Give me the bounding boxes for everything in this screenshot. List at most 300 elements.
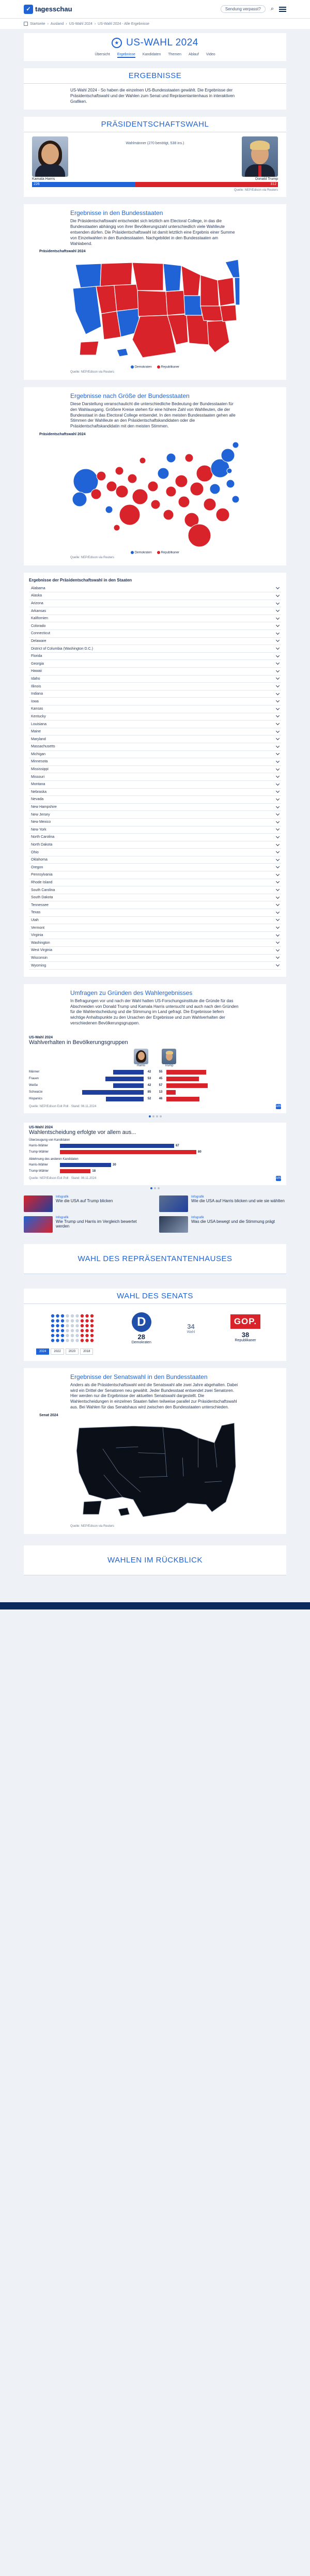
state-name: Maryland xyxy=(31,737,46,741)
state-bubble xyxy=(188,524,211,547)
state-bubble xyxy=(148,481,158,492)
state-shape-il xyxy=(184,296,202,316)
state-name: Tennessee xyxy=(31,903,49,907)
state-row[interactable] xyxy=(29,683,281,691)
senate-map-heading: Ergebnisse der Senatswahl in den Bundesstaaten xyxy=(70,1373,208,1381)
state-row[interactable] xyxy=(29,615,281,623)
seat-dot xyxy=(75,1339,79,1342)
seat-dot xyxy=(85,1329,88,1332)
state-name: Utah xyxy=(31,918,39,922)
trump-thumb xyxy=(162,1049,176,1064)
cartogram-heading: Ergebnisse nach Größe der Bundesstaaten xyxy=(70,392,190,400)
state-name: New Mexico xyxy=(31,820,51,824)
state-row[interactable] xyxy=(29,856,281,864)
teaser-item[interactable] xyxy=(159,1216,286,1233)
chevron-down-icon xyxy=(276,827,280,831)
state-name: Illinois xyxy=(31,684,41,688)
state-name: Minnesota xyxy=(31,760,48,764)
seat-dot xyxy=(61,1339,64,1342)
cartogram-source: Quelle: NEP/Edison via Reuters xyxy=(70,556,115,559)
state-name: Connecticut xyxy=(31,632,50,636)
home-icon[interactable] xyxy=(24,22,28,26)
chevron-down-icon xyxy=(276,737,280,740)
chevron-down-icon xyxy=(276,774,280,778)
state-bubble xyxy=(221,449,235,462)
survey-portraits xyxy=(29,1049,281,1067)
chevron-down-icon xyxy=(276,963,280,967)
state-bubble xyxy=(166,486,176,497)
senate-dem: D 28 Demokraten xyxy=(132,1312,151,1344)
senate-rep: GOP. 38 Republikaner xyxy=(230,1314,260,1342)
seat-dot xyxy=(66,1334,69,1337)
trump-value: 55 xyxy=(159,1070,163,1074)
seat-dot xyxy=(61,1329,64,1332)
survey-group-label: Überzeugung von Kandidaten xyxy=(29,1138,70,1142)
harris-bar xyxy=(105,1077,144,1081)
state-row[interactable] xyxy=(29,592,281,600)
state-row[interactable] xyxy=(29,638,281,646)
state-row[interactable] xyxy=(29,834,281,841)
state-name: Vermont xyxy=(31,926,45,930)
state-row[interactable] xyxy=(29,811,281,819)
state-name: Kansas xyxy=(31,707,43,711)
state-row[interactable] xyxy=(29,743,281,751)
chip-2020[interactable]: 2020 xyxy=(66,1348,79,1355)
state-bubble xyxy=(216,508,229,522)
seat-dot xyxy=(81,1324,84,1327)
seat-dot xyxy=(75,1319,79,1322)
state-shape-in-oh xyxy=(200,275,219,306)
state-name: Texas xyxy=(31,911,41,915)
state-row[interactable] xyxy=(29,962,281,970)
tab-kandidaten[interactable]: Kandidaten xyxy=(142,53,161,56)
state-row[interactable] xyxy=(29,585,281,593)
sendung-verpasst-button[interactable]: Sendung verpasst? xyxy=(221,5,266,13)
teaser-image xyxy=(159,1216,188,1233)
seat-dot xyxy=(90,1329,94,1332)
seat-dot xyxy=(56,1319,59,1322)
motivation-label: Trump-Wähler xyxy=(29,1150,49,1154)
teaser-image xyxy=(24,1195,53,1212)
state-name: Michigan xyxy=(31,752,46,756)
seat-dot xyxy=(90,1319,94,1322)
breadcrumb-item[interactable]: Ausland xyxy=(50,22,64,26)
chevron-down-icon xyxy=(276,744,280,748)
harris-thumb xyxy=(134,1049,148,1064)
president-source: Quelle: NEP/Edison via Reuters xyxy=(234,189,278,192)
state-row[interactable] xyxy=(29,841,281,849)
survey-kicker: US-Wahl 2024 xyxy=(29,1035,53,1039)
state-row[interactable] xyxy=(29,622,281,630)
state-row[interactable] xyxy=(29,871,281,879)
teaser-kicker: Infografik xyxy=(191,1195,204,1199)
chevron-down-icon xyxy=(276,835,280,838)
senate-seat-chart xyxy=(50,1313,96,1344)
senate-heading: WAHL DES SENATS xyxy=(24,1289,286,1304)
state-row[interactable] xyxy=(29,939,281,947)
state-row[interactable] xyxy=(29,804,281,811)
cartogram-legend: Demokraten Republikaner xyxy=(70,551,240,555)
motivation-rows-1 xyxy=(29,1143,281,1155)
state-name: Rhode Island xyxy=(31,880,53,884)
chevron-down-icon xyxy=(276,812,280,816)
seat-dot xyxy=(61,1334,64,1337)
state-name: Pennsylvania xyxy=(31,873,53,877)
trump-bar xyxy=(166,1070,206,1075)
president-heading: PRÄSIDENTSCHAFTSWAHL xyxy=(24,117,286,132)
senate-open: 34 Wahl xyxy=(187,1322,195,1334)
state-list-section xyxy=(24,573,286,977)
state-row[interactable] xyxy=(29,894,281,902)
carousel-dots[interactable] xyxy=(0,1187,310,1189)
state-bubble xyxy=(151,500,160,509)
chevron-down-icon xyxy=(276,917,280,921)
state-name: Nebraska xyxy=(31,790,47,794)
state-shape-ny-ne xyxy=(225,259,240,278)
breadcrumb-item[interactable]: Startseite xyxy=(30,22,45,26)
state-row[interactable] xyxy=(29,728,281,736)
state-shape-ne-ks xyxy=(137,290,167,316)
chevron-down-icon xyxy=(276,699,280,702)
ard-icon: ARD xyxy=(276,1105,283,1108)
seat-dot xyxy=(51,1339,54,1342)
state-bubble xyxy=(91,489,101,499)
trump-name: Donald Trump xyxy=(255,177,278,181)
seat-dot xyxy=(81,1339,84,1342)
state-bubble xyxy=(178,496,190,508)
seat-dot xyxy=(51,1314,54,1317)
seat-dot xyxy=(56,1334,59,1337)
gop-logo-icon: GOP. xyxy=(230,1314,260,1329)
motivation-row xyxy=(29,1169,281,1174)
state-row[interactable] xyxy=(29,826,281,834)
chevron-down-icon xyxy=(276,857,280,861)
chevron-down-icon xyxy=(276,616,280,620)
motivation-bar xyxy=(60,1144,174,1148)
state-row[interactable] xyxy=(29,917,281,925)
state-row[interactable] xyxy=(29,932,281,940)
teaser-item[interactable] xyxy=(24,1216,151,1233)
seat-dot xyxy=(61,1324,64,1327)
state-name: Arizona xyxy=(31,602,43,605)
motivation-value: 80 xyxy=(198,1150,202,1154)
seat-dot xyxy=(71,1319,74,1322)
chevron-down-icon xyxy=(276,789,280,793)
seat-dot xyxy=(71,1314,74,1317)
chevron-down-icon xyxy=(276,631,280,635)
seat-dot xyxy=(90,1339,94,1342)
seat-dot xyxy=(71,1334,74,1337)
results-heading: ERGEBNISSE xyxy=(24,68,286,84)
seat-dot xyxy=(81,1334,84,1337)
house-heading: WAHL DES REPRÄSENTANTENHAUSES xyxy=(24,1244,286,1274)
survey-row xyxy=(29,1069,281,1075)
survey-group-label: Ablehnung des anderen Kandidaten xyxy=(29,1157,79,1161)
state-row[interactable] xyxy=(29,676,281,683)
state-row[interactable] xyxy=(29,781,281,789)
state-name: Kalifornien xyxy=(31,617,49,621)
top-bar xyxy=(0,0,310,19)
seat-dot xyxy=(90,1334,94,1337)
state-row[interactable] xyxy=(29,901,281,909)
state-row[interactable] xyxy=(29,766,281,774)
tab-uebersicht[interactable]: Übersicht xyxy=(95,53,110,56)
chevron-down-icon xyxy=(276,925,280,929)
state-shape-mn xyxy=(163,264,181,292)
harris-column-label: Harris xyxy=(137,1064,145,1067)
tab-video[interactable]: Video xyxy=(206,53,215,56)
chevron-down-icon xyxy=(276,880,280,883)
state-name: South Dakota xyxy=(31,896,53,900)
motivation-bar xyxy=(60,1150,196,1154)
chevron-down-icon xyxy=(276,752,280,755)
logo-text: tagesschau xyxy=(35,5,72,13)
harris-name: Kamala Harris xyxy=(32,177,55,181)
map-heading: Ergebnisse in den Bundesstaaten xyxy=(70,209,163,217)
survey-card-motivation xyxy=(24,1123,286,1185)
state-row[interactable] xyxy=(29,909,281,917)
state-row[interactable] xyxy=(29,660,281,668)
chevron-down-icon xyxy=(276,820,280,823)
logo-icon: ✓ xyxy=(24,5,33,14)
survey-row-label: Männer xyxy=(29,1070,40,1074)
state-bubble xyxy=(106,481,117,492)
motivation-bar xyxy=(60,1169,90,1173)
teaser-title: Wie die USA auf Trump blicken xyxy=(56,1198,113,1203)
page-title-text: US-WAHL 2024 xyxy=(126,37,198,48)
seat-dot xyxy=(85,1339,88,1342)
map-source: Quelle: NEP/Edison via Reuters xyxy=(70,370,115,374)
state-bubble xyxy=(72,492,87,507)
state-name: New Jersey xyxy=(31,812,50,817)
teaser-kicker: Infografik xyxy=(191,1216,204,1219)
candidate-names xyxy=(32,177,278,181)
chevron-down-icon xyxy=(276,842,280,846)
seat-dot xyxy=(75,1314,79,1317)
menu-icon[interactable] xyxy=(279,7,286,12)
state-name: Mississippi xyxy=(31,768,49,772)
seat-dot xyxy=(56,1339,59,1342)
state-row[interactable] xyxy=(29,955,281,962)
chevron-down-icon xyxy=(276,608,280,612)
state-name: New York xyxy=(31,827,47,832)
chevron-down-icon xyxy=(276,850,280,853)
seat-dot xyxy=(71,1324,74,1327)
top-actions xyxy=(221,5,286,13)
teaser-title: Wie Trump und Harris im Vergleich bewertet werden xyxy=(56,1219,137,1229)
map-title: Präsidentschaftswahl 2024 xyxy=(39,250,86,254)
state-shape-dakotas xyxy=(132,263,163,290)
teaser-item[interactable] xyxy=(24,1195,151,1212)
chevron-down-icon xyxy=(276,707,280,710)
state-bubble xyxy=(210,484,220,494)
harris-bar xyxy=(113,1070,144,1075)
state-bubble xyxy=(163,510,174,520)
teaser-title: Wie die USA auf Harris blicken und wie sie wählten xyxy=(191,1198,285,1203)
state-name: Wyoming xyxy=(31,963,47,968)
state-name: Montana xyxy=(31,783,45,787)
us-election-map[interactable] xyxy=(65,254,241,363)
state-bubble xyxy=(140,457,146,464)
teaser-image xyxy=(24,1216,53,1233)
state-row[interactable] xyxy=(29,713,281,721)
chevron-down-icon xyxy=(276,767,280,771)
motivation-label: Trump-Wähler xyxy=(29,1169,49,1173)
tab-ablauf[interactable]: Ablauf xyxy=(189,53,199,56)
state-row[interactable] xyxy=(29,720,281,728)
state-row[interactable] xyxy=(29,600,281,608)
state-name: Massachusetts xyxy=(31,745,55,749)
chevron-down-icon xyxy=(276,654,280,657)
seat-dot xyxy=(61,1319,64,1322)
state-name: Ohio xyxy=(31,850,39,854)
tab-ergebnisse[interactable]: Ergebnisse xyxy=(117,53,135,58)
state-bubble xyxy=(97,471,106,481)
logo[interactable] xyxy=(24,5,72,14)
search-icon[interactable]: ⌕ xyxy=(270,6,274,12)
state-row[interactable] xyxy=(29,758,281,766)
state-row[interactable] xyxy=(29,607,281,615)
seat-dot xyxy=(90,1324,94,1327)
rep-bar: 312 xyxy=(135,182,278,187)
state-row[interactable] xyxy=(29,849,281,856)
state-row[interactable] xyxy=(29,947,281,955)
survey-heading: Umfragen zu Gründen des Wahlergebnisses xyxy=(70,989,193,996)
results-intro xyxy=(24,84,286,110)
state-row[interactable] xyxy=(29,924,281,932)
seat-dot xyxy=(85,1319,88,1322)
state-row[interactable] xyxy=(29,789,281,796)
teaser-title: Was die USA bewegt und die Stimmung prägt xyxy=(191,1219,275,1224)
chevron-down-icon xyxy=(276,593,280,597)
teaser-image xyxy=(159,1195,188,1212)
state-bubble xyxy=(105,506,113,513)
chevron-down-icon xyxy=(276,638,280,642)
state-row[interactable] xyxy=(29,796,281,804)
chevron-down-icon xyxy=(276,948,280,952)
state-bubble xyxy=(196,465,213,482)
breadcrumb-item[interactable]: US-Wahl 2024 xyxy=(69,22,92,26)
chip-2024[interactable]: 2024 xyxy=(36,1348,49,1355)
state-bubble xyxy=(227,468,232,473)
state-shape-ak xyxy=(80,341,99,355)
electors-subtitle: Wahlmänner (270 benötigt, 538 ins.) xyxy=(126,142,184,146)
state-shape-ut-wy xyxy=(114,284,138,311)
state-row[interactable] xyxy=(29,706,281,713)
seat-dot xyxy=(81,1329,84,1332)
trump-bar xyxy=(166,1090,176,1095)
survey-row xyxy=(29,1076,281,1082)
chevron-down-icon xyxy=(276,669,280,672)
state-name: New Hampshire xyxy=(31,805,57,809)
state-row[interactable] xyxy=(29,645,281,653)
cartogram-map[interactable] xyxy=(65,437,241,548)
state-name: Missouri xyxy=(31,775,45,779)
chevron-down-icon xyxy=(276,902,280,906)
democrats-logo-icon: D xyxy=(132,1312,151,1332)
state-row[interactable] xyxy=(29,886,281,894)
state-row[interactable] xyxy=(29,773,281,781)
motivation-value: 67 xyxy=(176,1144,179,1147)
state-name: Indiana xyxy=(31,692,43,696)
state-name: Oklahoma xyxy=(31,858,48,862)
state-bubble xyxy=(226,480,235,488)
state-name: Florida xyxy=(31,654,42,658)
chevron-down-icon xyxy=(276,797,280,801)
survey-title: Wahlverhalten in Bevölkerungsgruppen xyxy=(29,1039,128,1046)
state-name: Delaware xyxy=(31,639,47,643)
results-text: US-Wahl 2024 - So haben die einzelnen US-Bundesstaaten gewählt. Die Ergebnisse der Präsidentschaftswahl und der Wahlen zum Senat und Repräsentantenhaus in interaktiven Grafiken. xyxy=(70,88,235,104)
seat-dot xyxy=(66,1329,69,1332)
sub-navigation xyxy=(24,53,286,58)
senate-map[interactable] xyxy=(65,1418,241,1522)
trump-value: 46 xyxy=(159,1097,163,1101)
motivation-row xyxy=(29,1162,281,1168)
harris-bar xyxy=(113,1083,144,1088)
survey-row xyxy=(29,1096,281,1102)
state-shape-wi-mi xyxy=(181,266,200,296)
state-row[interactable] xyxy=(29,819,281,826)
state-bubble xyxy=(190,482,204,496)
chevron-down-icon xyxy=(276,676,280,680)
state-row[interactable] xyxy=(29,751,281,759)
seat-dot xyxy=(66,1324,69,1327)
tab-themen[interactable]: Themen xyxy=(168,53,182,56)
harris-value: 42 xyxy=(147,1070,151,1074)
state-name: Wisconsin xyxy=(31,956,48,960)
state-name: North Carolina xyxy=(31,835,55,839)
president-card xyxy=(24,132,286,197)
chevron-down-icon xyxy=(276,865,280,868)
state-name: Virginia xyxy=(31,933,43,938)
carousel-dots[interactable] xyxy=(0,1115,310,1117)
state-row[interactable] xyxy=(29,698,281,706)
chevron-down-icon xyxy=(276,601,280,604)
state-row[interactable] xyxy=(29,691,281,698)
state-row[interactable] xyxy=(29,735,281,743)
chip-2022[interactable]: 2022 xyxy=(51,1348,64,1355)
state-row[interactable] xyxy=(29,864,281,871)
state-row[interactable] xyxy=(29,630,281,638)
state-bubble xyxy=(233,442,239,448)
state-shape-ga-fl xyxy=(207,320,229,352)
teaser-item[interactable] xyxy=(159,1195,286,1212)
candidates xyxy=(32,136,278,177)
state-bubble xyxy=(114,525,120,531)
flag-icon: ★ xyxy=(112,38,122,48)
state-row[interactable] xyxy=(29,653,281,661)
chip-2018[interactable]: 2018 xyxy=(80,1348,93,1355)
state-name: North Dakota xyxy=(31,843,53,847)
teaser-kicker: Infografik xyxy=(56,1195,69,1199)
cartogram-title: Präsidentschaftswahl 2024 xyxy=(39,432,86,436)
chevron-down-icon xyxy=(276,646,280,650)
motivation-label: Harris-Wähler xyxy=(29,1163,49,1167)
state-bubble xyxy=(119,504,140,525)
page-title xyxy=(24,37,286,49)
trump-value: 13 xyxy=(159,1091,163,1094)
state-shape-ky-tn xyxy=(200,306,223,321)
trump-value: 57 xyxy=(159,1084,163,1087)
chevron-down-icon xyxy=(276,933,280,937)
state-name: West Virginia xyxy=(31,948,52,953)
survey-kicker: US-Wahl 2024 xyxy=(29,1125,53,1129)
seat-dot xyxy=(66,1339,69,1342)
state-row[interactable] xyxy=(29,879,281,887)
state-row[interactable] xyxy=(29,668,281,676)
state-name: District of Columbia (Washington D.C.) xyxy=(31,647,93,651)
seat-dot xyxy=(66,1319,69,1322)
